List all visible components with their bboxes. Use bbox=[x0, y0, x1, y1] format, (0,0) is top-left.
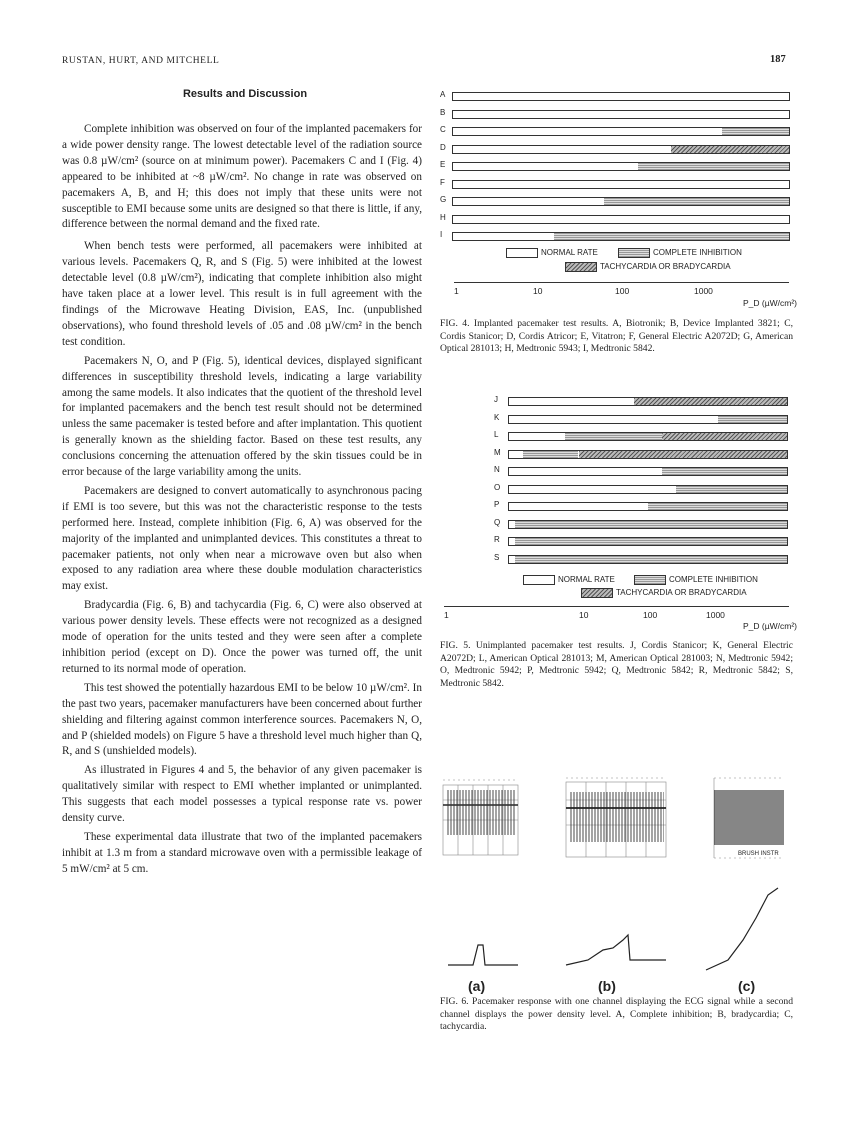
pacemaker-bar bbox=[508, 397, 788, 406]
ecg-traces bbox=[438, 770, 798, 995]
panel-label-b: (b) bbox=[598, 978, 616, 994]
axis-unit: P_D (µW/cm²) bbox=[743, 621, 798, 631]
pacemaker-bar bbox=[452, 92, 790, 101]
bar-segment bbox=[523, 451, 579, 458]
figure-4 bbox=[438, 86, 798, 316]
bar-segment bbox=[634, 398, 787, 405]
pacemaker-bar bbox=[452, 127, 790, 136]
page-number: 187 bbox=[770, 54, 786, 65]
axis-tick: 10 bbox=[579, 610, 589, 620]
ecg-signal-b bbox=[566, 792, 666, 842]
pacemaker-bar bbox=[508, 537, 788, 546]
body-text bbox=[62, 122, 422, 881]
axis-tick: 1000 bbox=[694, 286, 713, 296]
pacemaker-bar bbox=[452, 197, 790, 206]
bar-segment bbox=[515, 556, 787, 563]
bar-segment bbox=[662, 433, 787, 440]
response-curves bbox=[448, 888, 778, 970]
paragraph: This test showed the potentially hazardous EMI to be below 10 µW/cm². In the past two years, pacemaker manufacturers have been concerned about further shielding and filtering against common interference sources. Pacemakers N, O, and P (shielded models) on Figure 5 have a threshold level much higher than Q, R, and S (unshielded models). bbox=[62, 681, 422, 758]
row-label: P bbox=[494, 500, 500, 509]
axis-tick: 10 bbox=[533, 286, 543, 296]
paragraph: Complete inhibition was observed on four of the implanted pacemakers for a wide power density range. The lowest detectable level of the radiation source was 0.8 µW/cm² (source on at minimum power). Pacemakers C and I (Fig. 4) appeared to be inhibited at ~8 µW/cm². No change in rate was observed on pacemakers A, B, and H; this does not imply that these units were not susceptible to EMI because some units are designed so that there is little, if any, difference between the normal demand and the fixed rate. bbox=[62, 123, 422, 231]
row-label: A bbox=[440, 90, 446, 99]
row-label: J bbox=[494, 395, 498, 404]
row-label: N bbox=[494, 465, 500, 474]
bar-segment bbox=[565, 433, 662, 440]
axis-tick: 1 bbox=[454, 286, 459, 296]
bar-segment bbox=[638, 163, 789, 170]
panel-label-a: (a) bbox=[468, 978, 486, 994]
pacemaker-bar bbox=[508, 467, 788, 476]
axis-tick: 100 bbox=[615, 286, 630, 296]
figure-5-caption: FIG. 5. Unimplanted pacemaker test results. J, Cordis Stanicor; K, General Electric A2072D; L, American Optical 281013; M, American Optical 281003; N, Medtronic 5942; O, Medtronic 5942; P, Medtronic 5942; Q, Medtronic 5842; R, Medtronic 5842; S, Medtronic 5842. bbox=[440, 640, 793, 689]
bar-segment bbox=[579, 451, 788, 458]
row-label: I bbox=[440, 230, 443, 239]
pacemaker-bar bbox=[508, 485, 788, 494]
bar-segment bbox=[722, 128, 789, 135]
bar-segment bbox=[648, 503, 787, 510]
section-title: Results and Discussion bbox=[182, 88, 308, 100]
row-label: H bbox=[440, 212, 446, 222]
bar-segment bbox=[515, 521, 787, 528]
pacemaker-bar bbox=[452, 162, 790, 171]
bar-segment bbox=[676, 486, 787, 493]
legend-normal: NORMAL RATE bbox=[506, 248, 598, 258]
panel-label-c: (c) bbox=[738, 978, 756, 994]
row-label: R bbox=[494, 535, 500, 544]
pacemaker-bar bbox=[508, 502, 788, 511]
figure-5 bbox=[438, 393, 798, 633]
paragraph: Pacemakers N, O, and P (Fig. 5), identical devices, displayed significant differences in susceptibility threshold levels, indicating a large variability among the same models. It also indicates that the quotient of the threshold level for implanted pacemakers and the bench test result should not be determined unless the same pacemaker is tested before and after implantation. This quotient is generally known as the shielding factor. Based on these test results, any conclusions concerning the attenuation offered by the skin tissues could be in error because of the large variability among the units. bbox=[62, 354, 422, 479]
axis-tick: 1 bbox=[444, 610, 449, 620]
figure-6-caption: FIG. 6. Pacemaker response with one channel displaying the ECG signal while a second channel displays the power density level. A, Complete inhibition; B, bradycardia; C, tachycardia. bbox=[440, 996, 793, 1033]
bar-segment bbox=[671, 146, 789, 153]
pacemaker-bar bbox=[508, 555, 788, 564]
ecg-signal-c bbox=[714, 790, 784, 845]
legend-normal: NORMAL RATE bbox=[523, 575, 615, 585]
pacemaker-bar bbox=[508, 415, 788, 424]
legend-complete: COMPLETE INHIBITION bbox=[618, 248, 742, 258]
ecg-signal-a bbox=[443, 790, 518, 835]
axis-line bbox=[444, 606, 789, 607]
axis-line bbox=[454, 282, 789, 283]
pacemaker-bar bbox=[452, 180, 790, 189]
response-curve-c bbox=[706, 888, 778, 970]
legend-tachy: TACHYCARDIA OR BRADYCARDIA bbox=[581, 588, 747, 598]
row-label: B bbox=[440, 107, 446, 117]
axis-tick: 1000 bbox=[706, 610, 725, 620]
row-label: D bbox=[440, 142, 446, 152]
pacemaker-bar bbox=[452, 215, 790, 224]
bar-segment bbox=[604, 198, 789, 205]
paragraph: Pacemakers are designed to convert automatically to asynchronous pacing if EMI is too severe, but this was not the characteristic response to the tests performed here. Instead, complete inhibition (Fig. 6, A) was observed for the majority of the implanted and unimplanted devices. This constitutes a threat to pacemaker patients, not only when near a microwave oven but also when exposed to any radiation area where these double modulation characteristics may exist. bbox=[62, 484, 422, 593]
pacemaker-bar bbox=[508, 520, 788, 529]
figure-4-caption: FIG. 4. Implanted pacemaker test results. A, Biotronik; B, Device Implanted 3821; C, Cordis Stanicor; D, Cordis Atricor; E, Vitatron; F, General Electric A2072D; G, American Optical 281013; H, Medtronic 5943; I, Medtronic 5842. bbox=[440, 318, 793, 355]
row-label: M bbox=[494, 447, 501, 457]
row-label: G bbox=[440, 195, 447, 204]
running-head: RUSTAN, HURT, AND MITCHELL bbox=[62, 56, 220, 66]
axis-unit: P_D (µW/cm²) bbox=[743, 298, 798, 308]
row-label: Q bbox=[494, 517, 501, 527]
row-label: E bbox=[440, 160, 446, 169]
legend-complete: COMPLETE INHIBITION bbox=[634, 575, 758, 585]
figure-6 bbox=[438, 770, 798, 995]
bar-segment bbox=[554, 233, 789, 240]
legend-tachy: TACHYCARDIA OR BRADYCARDIA bbox=[565, 262, 731, 272]
paragraph: Bradycardia (Fig. 6, B) and tachycardia (Fig. 6, C) were also observed at various power density levels. These effects were not recognized as a designed mode of operation for the units tested and they were seen after a complete inhibition period (except on D). Once the power was turned off, the unit returned to its normal mode of operation. bbox=[62, 599, 422, 675]
response-curve-b bbox=[566, 935, 666, 965]
pacemaker-bar bbox=[508, 432, 788, 441]
bar-segment bbox=[662, 468, 787, 475]
response-curve-a bbox=[448, 945, 518, 965]
brush-label: BRUSH INSTR bbox=[738, 851, 779, 857]
row-label: K bbox=[494, 412, 500, 422]
pacemaker-bar bbox=[452, 232, 790, 241]
paragraph: As illustrated in Figures 4 and 5, the behavior of any given pacemaker is qualitatively similar with respect to EMI whether implanted or unimplanted. This suggests that each model possesses a typical response rate vs. power density curve. bbox=[62, 764, 422, 825]
paragraph: These experimental data illustrate that two of the implanted pacemakers inhibit at 1.3 m from a standard microwave oven with a permissible leakage of 5 mW/cm² at 5 cm. bbox=[62, 830, 422, 875]
row-label: O bbox=[494, 482, 501, 492]
pacemaker-bar bbox=[508, 450, 788, 459]
paragraph: When bench tests were performed, all pacemakers were inhibited at various levels. Pacemakers Q, R, and S (Fig. 5) were inhibited at the lowest detectable level (0.8 µW/cm²), indicating that complete inhibition also might have taken place at a lower level. This result is in full agreement with the findings of the Microwave Heating Division, EAS, Inc. (unpublished observations), who found threshold levels of .05 and .08 µW/cm² in the bench test condition. bbox=[62, 240, 422, 348]
pacemaker-bar bbox=[452, 145, 790, 154]
row-label: C bbox=[440, 125, 446, 134]
row-label: S bbox=[494, 552, 500, 562]
bar-segment bbox=[718, 416, 788, 423]
row-label: F bbox=[440, 177, 445, 187]
bar-segment bbox=[515, 538, 787, 545]
pacemaker-bar bbox=[452, 110, 790, 119]
axis-tick: 100 bbox=[643, 610, 658, 620]
row-label: L bbox=[494, 430, 499, 439]
